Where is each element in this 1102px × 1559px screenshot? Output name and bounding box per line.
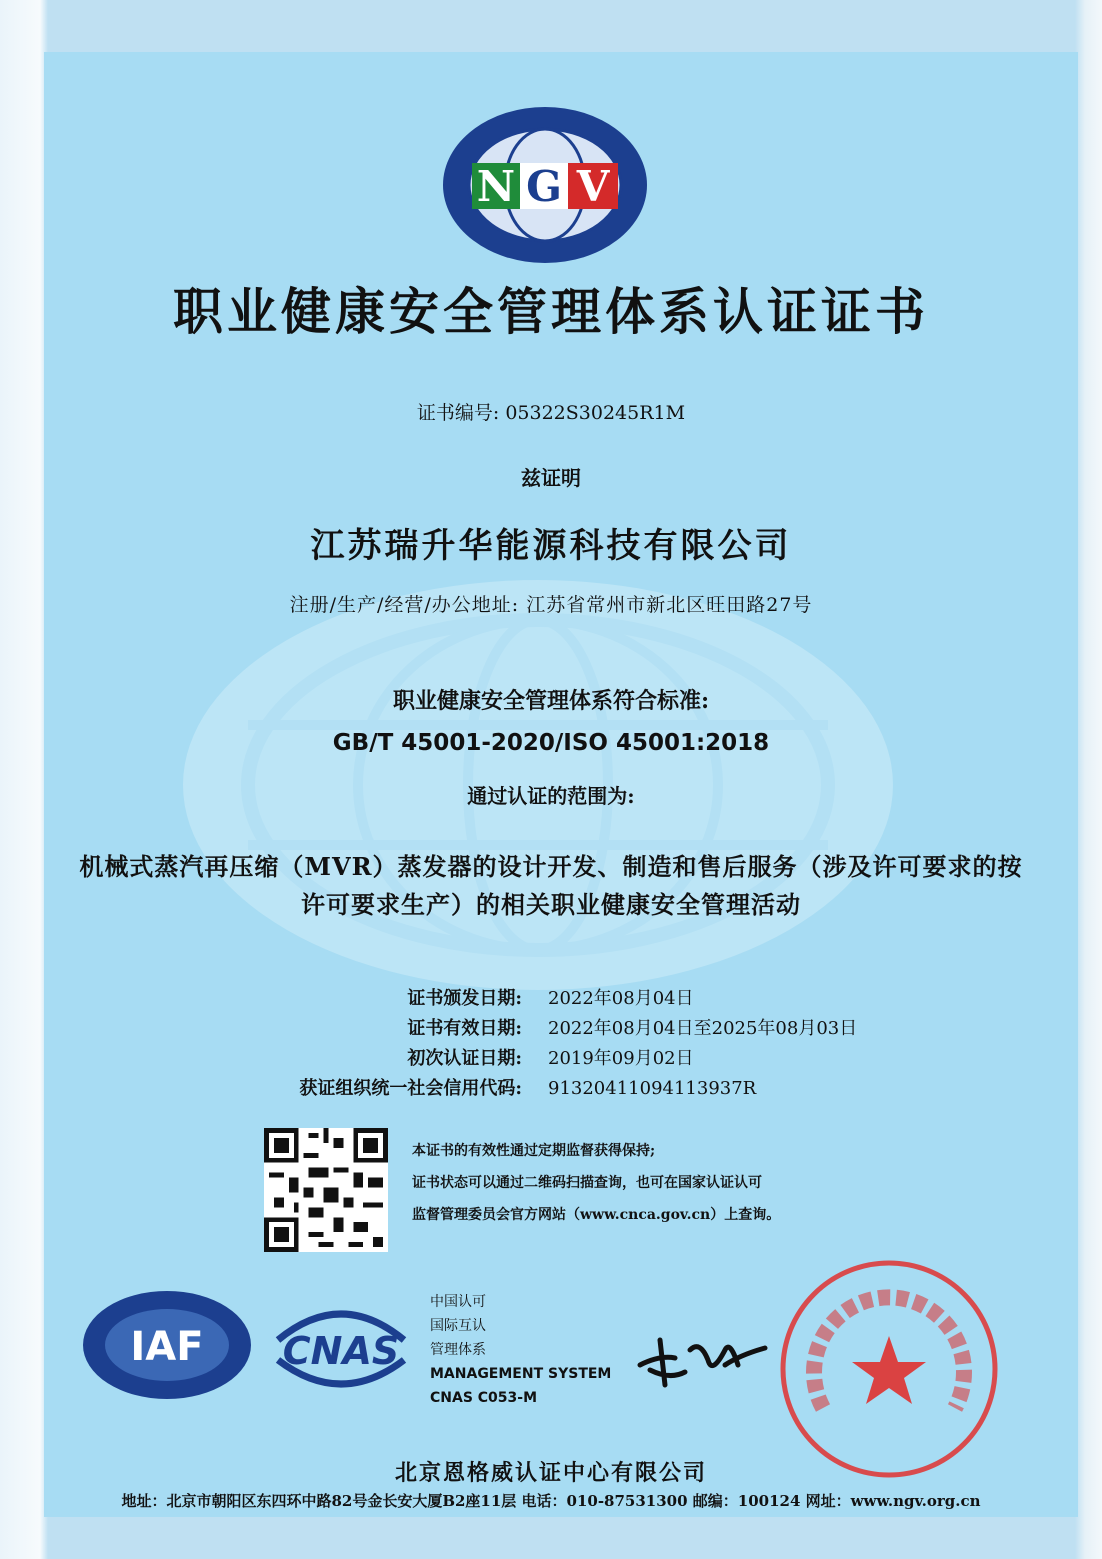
date-row [260, 1044, 960, 1074]
scope-label: 通过认证的范围为: [467, 784, 635, 808]
official-seal-icon [778, 1258, 1000, 1480]
validity-notes [412, 1135, 780, 1231]
hereby-certify: 兹证明 [521, 466, 581, 490]
standard-value: GB/T 45001-2020/ISO 45001:2018 [332, 730, 770, 756]
validity-value: 2022年08月04日至2025年08月03日 [548, 1018, 858, 1039]
signature-icon [630, 1310, 770, 1400]
ngv-globe-logo [440, 105, 650, 265]
svg-text:IAF: IAF [130, 1324, 204, 1370]
date-row [260, 1014, 960, 1044]
mutual-line-4: MANAGEMENT SYSTEM [430, 1366, 612, 1382]
scope-line-2: 许可要求生产）的相关职业健康安全管理活动 [301, 890, 801, 919]
note-line-3: 监督管理委员会官方网站（www.cnca.gov.cn）上查询。 [412, 1207, 781, 1223]
company-name: 江苏瑞升华能源科技有限公司 [310, 526, 792, 566]
note-line-2: 证书状态可以通过二维码扫描查询，也可在国家认证认可 [412, 1175, 762, 1191]
svg-text:V: V [576, 162, 610, 211]
scope-line-1: 机械式蒸汽再压缩（MVR）蒸发器的设计开发、制造和售后服务（涉及许可要求的按 [79, 852, 1023, 881]
validity-label: 证书有效日期: [407, 1018, 522, 1039]
date-row [260, 984, 960, 1014]
company-address: 注册/生产/经营/办公地址: 江苏省常州市新北区旺田路27号 [289, 594, 813, 616]
issuer-footer: 地址：北京市朝阳区东四环中路82号金长安大厦B2座11层 电话：010-87531300 邮编：100124 网址：www.ngv.org.cn [121, 1492, 981, 1510]
issue-date-value: 2022年08月04日 [548, 988, 694, 1009]
svg-text:G: G [526, 162, 562, 211]
mutual-line-2: 国际互认 [430, 1318, 486, 1334]
mutual-line-5: CNAS C053-M [430, 1390, 538, 1406]
cnas-text: CNAS [282, 1329, 400, 1373]
standard-label: 职业健康安全管理体系符合标准: [392, 688, 710, 714]
date-row [260, 1074, 960, 1104]
initial-date-label: 初次认证日期: [407, 1048, 522, 1069]
certificate-number: 证书编号: 05322S30245R1M [416, 402, 686, 424]
svg-text:N: N [476, 162, 516, 211]
dates-table [260, 984, 960, 1104]
qr-code-icon[interactable] [264, 1128, 388, 1252]
mutual-recognition [430, 1290, 611, 1410]
issue-date-label: 证书颁发日期: [407, 988, 522, 1009]
issuer-name: 北京恩格威认证中心有限公司 [394, 1460, 707, 1486]
certificate-title: 职业健康安全管理体系认证证书 [173, 282, 929, 341]
credit-code-value: 91320411094113937R [548, 1078, 757, 1099]
mutual-line-1: 中国认可 [430, 1294, 486, 1310]
cnas-logo [268, 1298, 414, 1394]
credit-code-label: 获证组织统一社会信用代码: [299, 1078, 522, 1099]
note-line-1: 本证书的有效性通过定期监督获得保持; [412, 1143, 656, 1159]
initial-date-value: 2019年09月02日 [548, 1048, 694, 1069]
mutual-line-3: 管理体系 [430, 1342, 486, 1358]
iaf-logo [82, 1290, 252, 1400]
scope-text [0, 848, 1102, 924]
